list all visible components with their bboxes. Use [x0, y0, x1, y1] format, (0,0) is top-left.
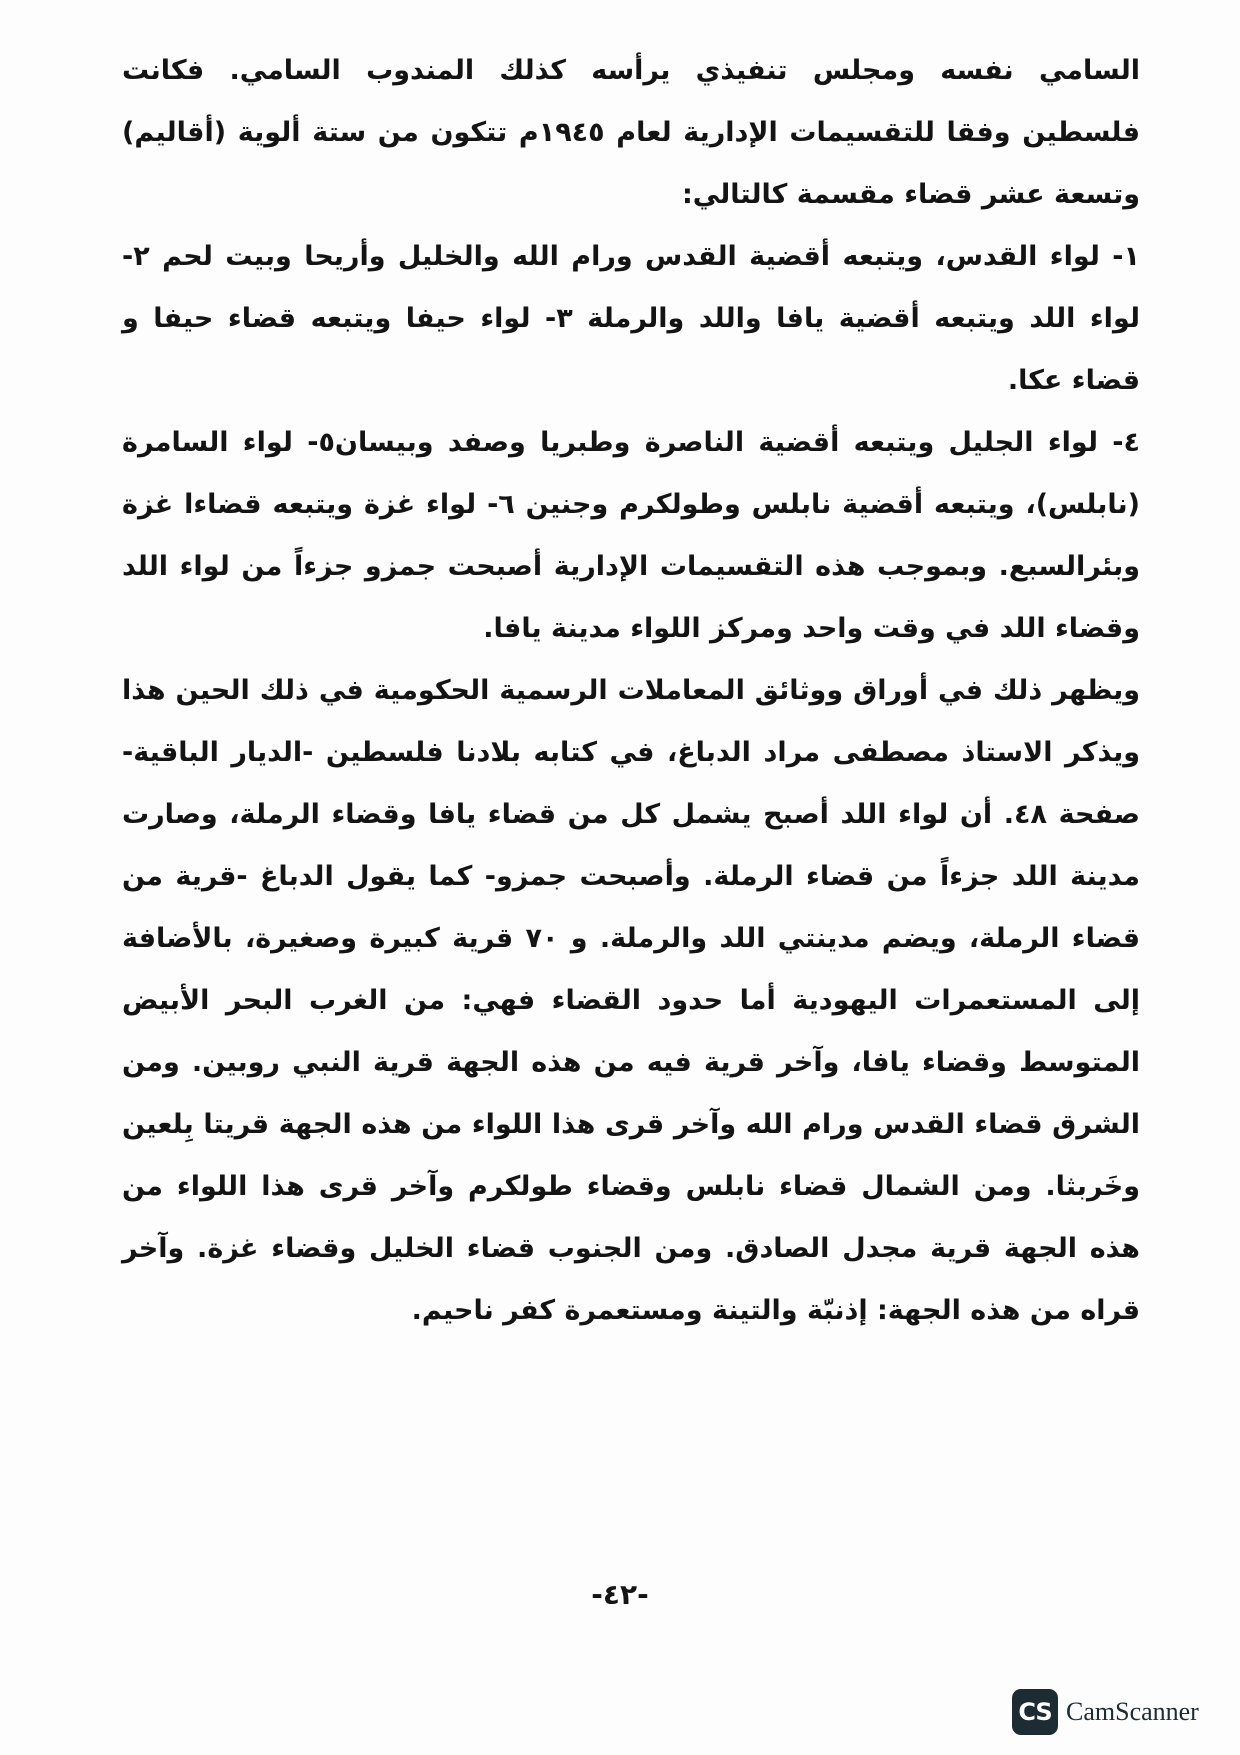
paragraph-borders: ويظهر ذلك في أوراق ووثائق المعاملات الرسمية الحكومية في ذلك الحين هذا ويذكر الاستاذ مصطفى مراد الدباغ، في كتابه بلادنا فلسطين -الديار الباقية- صفحة ٤٨. أن لواء اللد أصبح يشمل كل من قضاء يافا وقضاء الرملة، وصارت مدينة اللد جزءاً من قضاء الرملة. وأصبحت جمزو- كما يقول الدباغ -قرية من قضاء الرملة، ويضم مدينتي اللد والرملة. و ٧٠ قرية كبيرة وصغيرة، بالأضافة إلى المستعمرات اليهودية أما حدود القضاء فهي: من الغرب البحر الأبيض المتوسط وقضاء يافا، وآخر قرية فيه من هذه الجهة قرية النبي روبين. ومن الشرق قضاء القدس ورام الله وآخر قرى هذا اللواء من هذه الجهة قريتا بِلعين وخَربثا. ومن الشمال قضاء نابلس وقضاء طولكرم وآخر قرى هذا اللواء من هذه الجهة قرية مجدل الصادق. ومن الجنوب قضاء الخليل وقضاء غزة. وآخر قراه من هذه الجهة: إذنبّة والتينة ومستعمرة كفر ناحيم. [122, 675, 1141, 1326]
page-number: -٤٢- [591, 1578, 649, 1611]
camscanner-watermark [1012, 1688, 1199, 1736]
camscanner-badge-text: CS [1018, 1698, 1052, 1726]
body-text [122, 40, 1140, 1342]
paragraph-intro: السامي نفسه ومجلس تنفيذي يرأسه كذلك المندوب السامي. فكانت فلسطين وفقا للتقسيمات الإدارية لعام ١٩٤٥م تتكون من ستة ألوية (أقاليم) وتسعة عشر قضاء مقسمة كالتالي: [122, 55, 1140, 210]
paragraph-regions-1: ١- لواء القدس، ويتبعه أقضية القدس ورام الله والخليل وأريحا وبيت لحم ٢- لواء اللد ويتبعه أقضية يافا واللد والرملة ٣- لواء حيفا ويتبعه قضاء حيفا و قضاء عكا. [122, 241, 1141, 396]
camscanner-logo-icon [1012, 1689, 1058, 1735]
camscanner-name: CamScanner [1066, 1697, 1199, 1726]
paragraph-regions-2: ٤- لواء الجليل ويتبعه أقضية الناصرة وطبريا وصفد وبيسان٥- لواء السامرة (نابلس)، ويتبعه أقضية نابلس وطولكرم وجنين ٦- لواء غزة ويتبعه قضاءا غزة وبئرالسبع. وبموجب هذه التقسيمات الإدارية أصبحت جمزو جزءاً من لواء اللد وقضاء اللد في وقت واحد ومركز اللواء مدينة يافا. [122, 427, 1141, 644]
